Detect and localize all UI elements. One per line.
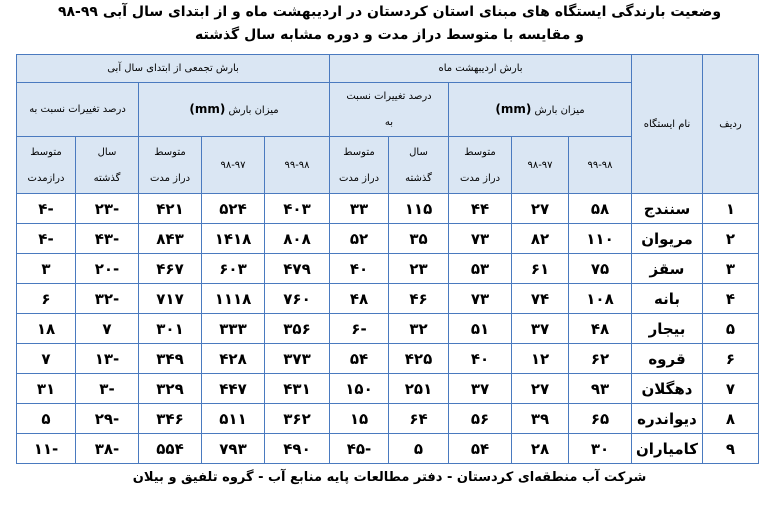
header-text: متوسط [154,146,186,158]
header-monthly-precipitation: بارش اردیبهشت ماه [330,55,632,83]
monthly-change-vs-long-term-cell: ۵۲ [330,224,389,254]
cumulative-long-term-avg-cell: ۳۴۹ [139,344,202,374]
cumulative-9798-cell: ۵۲۴ [202,194,265,224]
cumulative-change-vs-long-term-cell: ۷ [17,344,76,374]
monthly-9899-cell: ۱۱۰ [569,224,632,254]
cumulative-change-vs-last-year-cell: -۲۹ [76,404,139,434]
monthly-long-term-avg-cell: ۵۱ [449,314,512,344]
header-station-name: نام ایستگاه [632,55,703,194]
monthly-9798-cell: ۳۹ [512,404,569,434]
monthly-change-vs-last-year-cell: ۲۵۱ [389,374,449,404]
cumulative-9899-cell: ۴۹۰ [265,434,330,464]
header-text: متوسط [343,146,375,158]
header-cumulative-unit: (mm) [189,101,226,116]
monthly-change-vs-last-year-cell: ۱۱۵ [389,194,449,224]
cumulative-change-vs-last-year-cell: ۷ [76,314,139,344]
row-number-cell: ۱ [703,194,759,224]
header-monthly-vs-last-year [389,137,449,194]
cumulative-9899-cell: ۸۰۸ [265,224,330,254]
cumulative-9899-cell: ۷۶۰ [265,284,330,314]
header-text: متوسط [464,146,496,158]
header-monthly-long-term-avg [449,137,512,194]
station-name-cell: قروه [632,344,703,374]
cumulative-change-vs-long-term-cell: ۶ [17,284,76,314]
monthly-9798-cell: ۳۷ [512,314,569,344]
monthly-change-vs-long-term-cell: ۱۵ [330,404,389,434]
monthly-long-term-avg-cell: ۵۳ [449,254,512,284]
monthly-change-vs-last-year-cell: ۲۳ [389,254,449,284]
table-row [17,194,759,224]
header-monthly-change-line-2: به [384,117,394,128]
header-cumulative-amount [139,83,330,137]
station-name-cell: دهگلان [632,374,703,404]
station-name-cell: دیواندره [632,404,703,434]
cumulative-change-vs-long-term-cell: ۳۱ [17,374,76,404]
monthly-9798-cell: ۲۸ [512,434,569,464]
header-monthly-change [330,83,449,137]
cumulative-9798-cell: ۴۴۷ [202,374,265,404]
cumulative-long-term-avg-cell: ۳۰۱ [139,314,202,344]
cumulative-long-term-avg-cell: ۴۲۱ [139,194,202,224]
cumulative-change-vs-last-year-cell: -۲۰ [76,254,139,284]
monthly-long-term-avg-cell: ۴۴ [449,194,512,224]
monthly-change-vs-long-term-cell: ۴۰ [330,254,389,284]
monthly-9899-cell: ۴۸ [569,314,632,344]
header-cumulative-precipitation: بارش تجمعی از ابتدای سال آبی [17,55,330,83]
header-text: دراز مدت [459,172,501,184]
cumulative-9899-cell: ۳۶۲ [265,404,330,434]
report-footer: شرکت آب منطقه‌ای کردستان - دفتر مطالعات پایه منابع آب - گروه تلفیق و بیلان [132,470,647,485]
header-text: گذشته [405,172,432,184]
cumulative-change-vs-long-term-cell: ۳ [17,254,76,284]
monthly-9899-cell: ۵۸ [569,194,632,224]
cumulative-9798-cell: ۶۰۳ [202,254,265,284]
cumulative-change-vs-last-year-cell: -۱۳ [76,344,139,374]
cumulative-change-vs-long-term-cell: -۴ [17,224,76,254]
monthly-9899-cell: ۶۵ [569,404,632,434]
table-row [17,284,759,314]
monthly-change-vs-long-term-cell: -۶ [330,314,389,344]
report-title-line-1: وضعیت بارندگی ایستگاه های مبنای استان کردستان در اردیبهشت ماه و از ابتدای سال آبی ۹۹-۹۸ [57,4,722,20]
cumulative-9899-cell: ۴۰۳ [265,194,330,224]
monthly-change-vs-long-term-cell: -۴۵ [330,434,389,464]
row-number-cell: ۴ [703,284,759,314]
station-name-cell: بانه [632,284,703,314]
header-text: درازمدت [27,172,65,184]
report-title-line-2: و مقایسه با متوسط دراز مدت و دوره مشابه سال گذشته [195,27,584,43]
table-row [17,344,759,374]
cumulative-change-vs-last-year-cell: -۴۳ [76,224,139,254]
header-monthly-change-line-1: درصد تغییرات نسبت [346,91,432,102]
table-row [17,314,759,344]
monthly-9899-cell: ۶۲ [569,344,632,374]
monthly-9798-cell: ۶۱ [512,254,569,284]
row-number-cell: ۵ [703,314,759,344]
cumulative-long-term-avg-cell: ۴۶۷ [139,254,202,284]
header-monthly-amount [449,83,632,137]
table-row [17,434,759,464]
station-name-cell: سنندج [632,194,703,224]
header-text: گذشته [93,172,121,184]
cumulative-9899-cell: ۴۳۱ [265,374,330,404]
cumulative-long-term-avg-cell: ۷۱۷ [139,284,202,314]
table-row [17,224,759,254]
cumulative-9798-cell: ۵۱۱ [202,404,265,434]
monthly-change-vs-last-year-cell: ۴۲۵ [389,344,449,374]
header-monthly-vs-long-term [330,137,389,194]
cumulative-9899-cell: ۴۷۹ [265,254,330,284]
row-number-cell: ۲ [703,224,759,254]
cumulative-change-vs-long-term-cell: ۵ [17,404,76,434]
monthly-change-vs-long-term-cell: ۵۴ [330,344,389,374]
monthly-change-vs-last-year-cell: ۵ [389,434,449,464]
header-cumulative-vs-long-term [17,137,76,194]
monthly-9899-cell: ۷۵ [569,254,632,284]
monthly-9798-cell: ۷۴ [512,284,569,314]
monthly-change-vs-long-term-cell: ۱۵۰ [330,374,389,404]
monthly-9798-cell: ۲۷ [512,194,569,224]
monthly-change-vs-last-year-cell: ۳۲ [389,314,449,344]
row-number-cell: ۹ [703,434,759,464]
monthly-long-term-avg-cell: ۷۳ [449,284,512,314]
cumulative-long-term-avg-cell: ۵۵۴ [139,434,202,464]
monthly-9899-cell: ۱۰۸ [569,284,632,314]
header-text: سال [409,146,428,158]
cumulative-long-term-avg-cell: ۳۴۶ [139,404,202,434]
table-header [17,55,759,194]
station-name-cell: سقز [632,254,703,284]
monthly-9899-cell: ۳۰ [569,434,632,464]
table-body [17,194,759,464]
monthly-9798-cell: ۱۲ [512,344,569,374]
header-cumulative-long-term-avg [139,137,202,194]
precipitation-table [16,54,759,464]
row-number-cell: ۳ [703,254,759,284]
cumulative-change-vs-last-year-cell: -۳ [76,374,139,404]
header-text: سال [97,146,117,158]
header-monthly-amount-label: میزان بارش [534,104,585,116]
table-row [17,404,759,434]
station-name-cell: بیجار [632,314,703,344]
station-name-cell: کامیاران [632,434,703,464]
monthly-change-vs-last-year-cell: ۶۴ [389,404,449,434]
cumulative-9798-cell: ۳۳۳ [202,314,265,344]
monthly-9899-cell: ۹۳ [569,374,632,404]
row-number-cell: ۸ [703,404,759,434]
table-row [17,254,759,284]
table-row [17,374,759,404]
cumulative-long-term-avg-cell: ۳۲۹ [139,374,202,404]
header-cumulative-vs-last-year [76,137,139,194]
cumulative-9899-cell: ۳۵۶ [265,314,330,344]
header-monthly-year-9798: ۹۸-۹۷ [512,137,569,194]
monthly-long-term-avg-cell: ۵۴ [449,434,512,464]
header-cumulative-amount-label: میزان بارش [228,104,279,116]
monthly-change-vs-long-term-cell: ۳۳ [330,194,389,224]
monthly-change-vs-last-year-cell: ۳۵ [389,224,449,254]
cumulative-9899-cell: ۳۷۳ [265,344,330,374]
monthly-long-term-avg-cell: ۳۷ [449,374,512,404]
station-name-cell: مریوان [632,224,703,254]
row-number-cell: ۷ [703,374,759,404]
monthly-9798-cell: ۲۷ [512,374,569,404]
monthly-long-term-avg-cell: ۵۶ [449,404,512,434]
cumulative-9798-cell: ۴۲۸ [202,344,265,374]
monthly-change-vs-last-year-cell: ۴۶ [389,284,449,314]
cumulative-change-vs-long-term-cell: -۱۱ [17,434,76,464]
monthly-long-term-avg-cell: ۴۰ [449,344,512,374]
header-cumulative-change: درصد تغییرات نسبت به [17,83,139,137]
cumulative-change-vs-last-year-cell: -۳۸ [76,434,139,464]
header-cumulative-year-9899: ۹۹-۹۸ [265,137,330,194]
header-text: دراز مدت [338,172,380,184]
header-text: متوسط [30,146,62,158]
cumulative-change-vs-long-term-cell: -۴ [17,194,76,224]
header-row-number: ردیف [703,55,759,194]
header-monthly-year-9899: ۹۹-۹۸ [569,137,632,194]
cumulative-9798-cell: ۱۱۱۸ [202,284,265,314]
cumulative-9798-cell: ۷۹۳ [202,434,265,464]
monthly-long-term-avg-cell: ۷۳ [449,224,512,254]
header-monthly-unit: (mm) [495,101,532,116]
cumulative-change-vs-last-year-cell: -۳۲ [76,284,139,314]
monthly-9798-cell: ۸۲ [512,224,569,254]
cumulative-9798-cell: ۱۴۱۸ [202,224,265,254]
header-text: دراز مدت [149,172,191,184]
cumulative-change-vs-last-year-cell: -۲۳ [76,194,139,224]
header-cumulative-year-9798: ۹۸-۹۷ [202,137,265,194]
monthly-change-vs-long-term-cell: ۴۸ [330,284,389,314]
cumulative-long-term-avg-cell: ۸۴۳ [139,224,202,254]
cumulative-change-vs-long-term-cell: ۱۸ [17,314,76,344]
row-number-cell: ۶ [703,344,759,374]
